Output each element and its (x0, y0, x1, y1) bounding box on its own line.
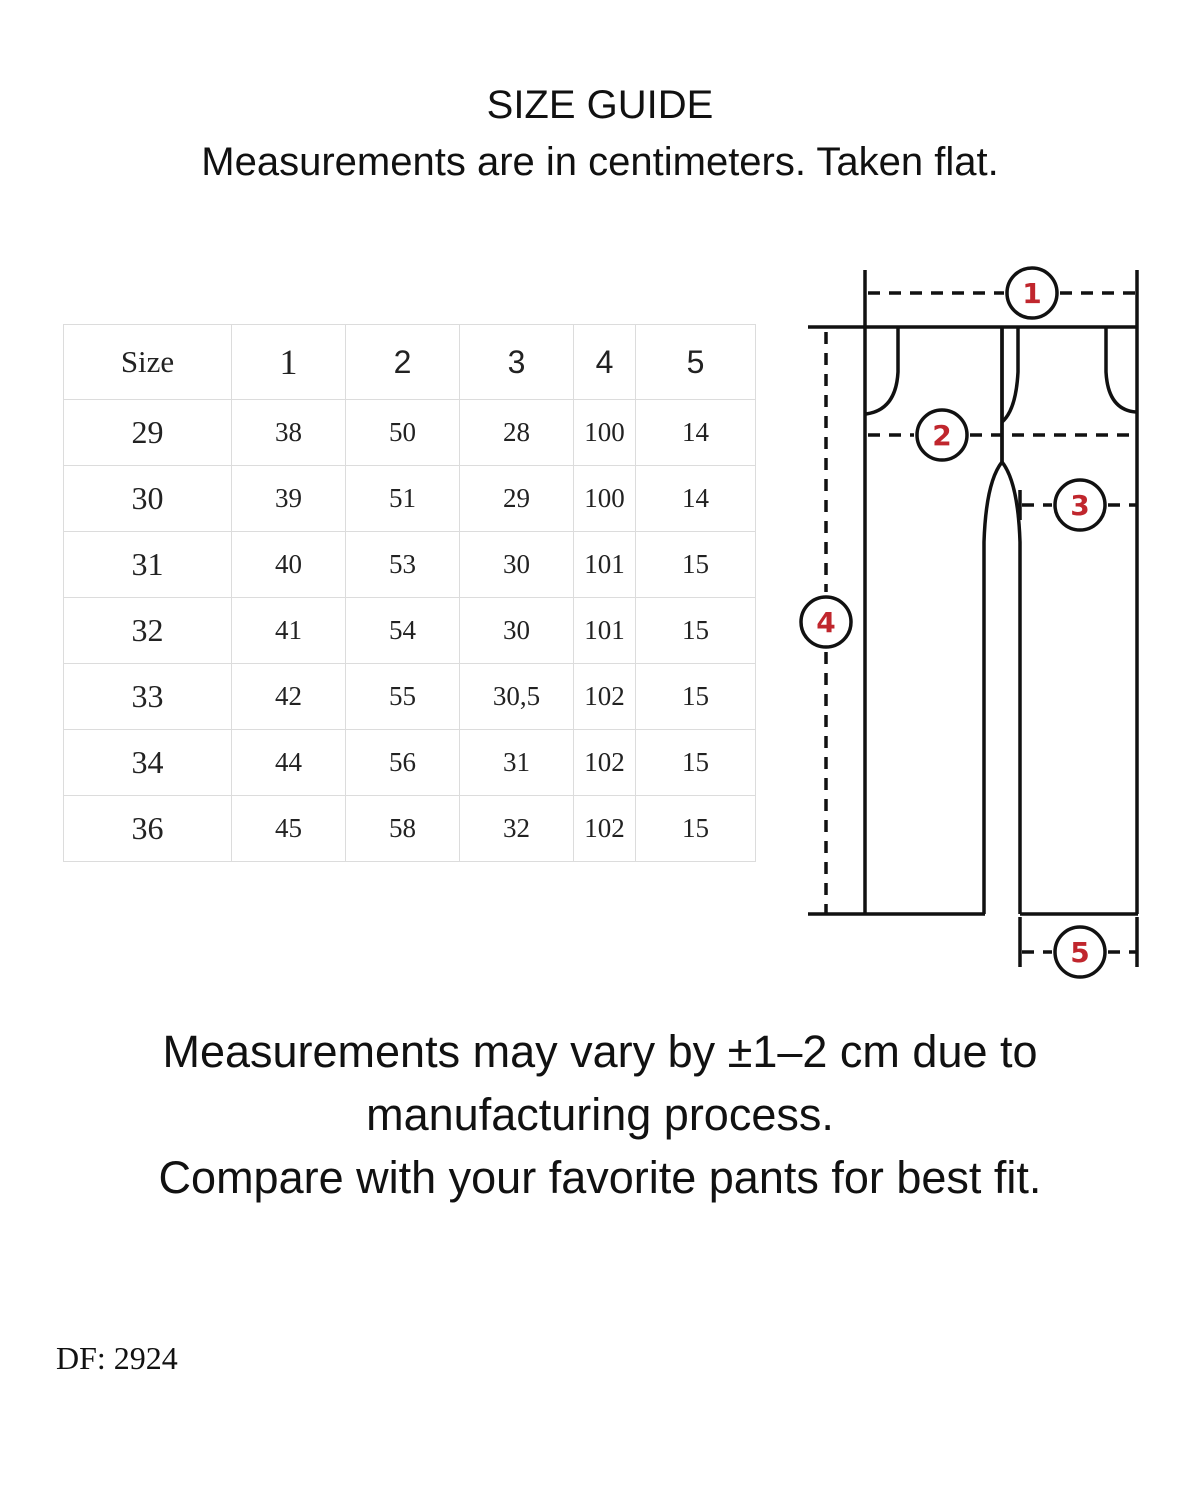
cell-size: 36 (64, 796, 232, 862)
cell-measure-5: 15 (636, 598, 756, 664)
header-measure-5: 5 (636, 325, 756, 400)
cell-measure-5: 15 (636, 664, 756, 730)
cell-measure-1: 40 (232, 532, 346, 598)
cell-measure-4: 102 (574, 730, 636, 796)
product-code: DF: 2924 (56, 1340, 178, 1376)
cell-size: 34 (64, 730, 232, 796)
header-measure-3: 3 (460, 325, 574, 400)
cell-measure-1: 44 (232, 730, 346, 796)
page-subtitle: Measurements are in centimeters. Taken flat. (201, 140, 999, 184)
cell-measure-1: 41 (232, 598, 346, 664)
marker-3 (1055, 480, 1105, 530)
cell-measure-2: 56 (346, 730, 460, 796)
cell-measure-4: 100 (574, 400, 636, 466)
cell-measure-3: 30 (460, 598, 574, 664)
cell-measure-1: 45 (232, 796, 346, 862)
table-row (64, 400, 756, 466)
cell-measure-2: 50 (346, 400, 460, 466)
cell-measure-4: 101 (574, 598, 636, 664)
cell-measure-1: 42 (232, 664, 346, 730)
cell-measure-3: 31 (460, 730, 574, 796)
cell-measure-4: 100 (574, 466, 636, 532)
header-measure-2: 2 (346, 325, 460, 400)
measure-lines (826, 293, 1136, 952)
note-line-1: Measurements may vary by ±1–2 cm due to (162, 1026, 1038, 1077)
measure-end-caps (1020, 490, 1137, 967)
page-title: SIZE GUIDE (486, 83, 714, 127)
cell-measure-2: 51 (346, 466, 460, 532)
cell-measure-4: 102 (574, 796, 636, 862)
marker-5-label: 5 (1070, 936, 1090, 969)
cell-measure-2: 55 (346, 664, 460, 730)
cell-size: 31 (64, 532, 232, 598)
cell-measure-4: 101 (574, 532, 636, 598)
cell-measure-4: 102 (574, 664, 636, 730)
marker-2-label: 2 (932, 419, 952, 452)
cell-measure-5: 14 (636, 400, 756, 466)
cell-measure-5: 15 (636, 730, 756, 796)
cell-measure-5: 15 (636, 532, 756, 598)
header-measure-1: 1 (232, 325, 346, 400)
cell-measure-5: 14 (636, 466, 756, 532)
cell-measure-2: 58 (346, 796, 460, 862)
pants-measurement-diagram (790, 262, 1150, 982)
table-row (64, 466, 756, 532)
cell-measure-2: 54 (346, 598, 460, 664)
marker-1-label: 1 (1022, 277, 1042, 310)
marker-1 (1007, 268, 1057, 318)
pants-outline (808, 270, 1138, 914)
size-table (63, 324, 756, 862)
marker-3-label: 3 (1070, 489, 1090, 522)
marker-2 (917, 410, 967, 460)
cell-measure-2: 53 (346, 532, 460, 598)
table-row (64, 598, 756, 664)
header-measure-4: 4 (574, 325, 636, 400)
table-header-row (64, 325, 756, 400)
marker-4 (801, 597, 851, 647)
cell-measure-1: 38 (232, 400, 346, 466)
cell-measure-3: 32 (460, 796, 574, 862)
table-row (64, 664, 756, 730)
table-row (64, 532, 756, 598)
header-size: Size (64, 325, 232, 400)
cell-measure-3: 30,5 (460, 664, 574, 730)
table-row (64, 730, 756, 796)
notes (0, 1020, 1200, 1209)
cell-size: 29 (64, 400, 232, 466)
note-line-2: manufacturing process. (366, 1089, 834, 1140)
cell-measure-3: 29 (460, 466, 574, 532)
cell-measure-3: 28 (460, 400, 574, 466)
cell-size: 30 (64, 466, 232, 532)
table-row (64, 796, 756, 862)
cell-measure-5: 15 (636, 796, 756, 862)
note-line-3: Compare with your favorite pants for best fit. (158, 1152, 1042, 1203)
marker-4-label: 4 (816, 606, 836, 639)
cell-size: 32 (64, 598, 232, 664)
cell-size: 33 (64, 664, 232, 730)
cell-measure-1: 39 (232, 466, 346, 532)
marker-5 (1055, 927, 1105, 977)
cell-measure-3: 30 (460, 532, 574, 598)
